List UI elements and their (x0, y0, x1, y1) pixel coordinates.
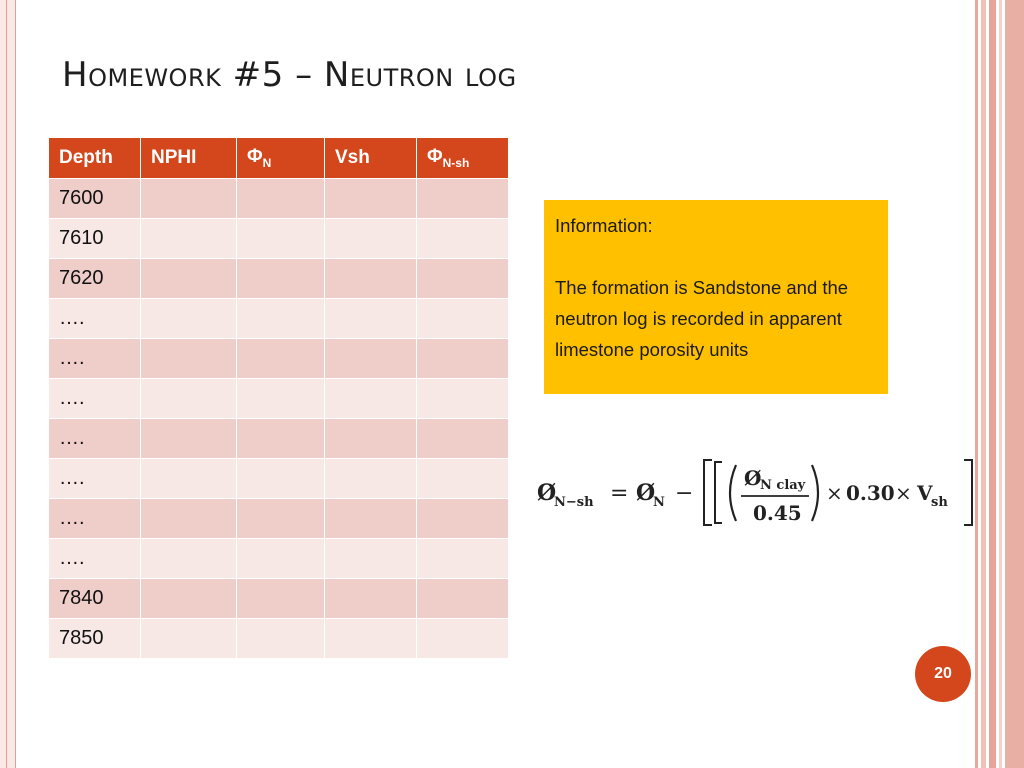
formula-times-2: × (895, 481, 912, 505)
formula-times-1: × (826, 481, 843, 505)
depth-cell: …. (49, 299, 141, 339)
phi-n-cell[interactable] (237, 379, 325, 419)
table-row (49, 379, 509, 419)
fraction-numerator-subscript: N clay (760, 478, 806, 493)
table-row (49, 579, 509, 619)
table-row (49, 339, 509, 379)
formula-phi-n-subscript: N (653, 495, 665, 510)
phi-n-sh-cell[interactable] (417, 299, 509, 339)
nphi-cell[interactable] (141, 259, 237, 299)
information-box (544, 200, 888, 394)
column-header-phi-n-sh: $\Phi_{N-sh}$ (417, 138, 509, 179)
formula-coefficient: 0.30 (846, 481, 895, 505)
inner-bracket-left (715, 462, 722, 523)
column-header-nphi: NPHI (141, 138, 237, 179)
phi-n-sh-cell[interactable] (417, 379, 509, 419)
depth-cell: 7840 (49, 579, 141, 619)
outer-bracket-left (704, 460, 712, 525)
formula-lhs-subscript: N−sh (554, 495, 594, 510)
phi-n-cell[interactable] (237, 419, 325, 459)
paren-right (812, 465, 818, 521)
vsh-cell[interactable] (325, 179, 417, 219)
table-row (49, 259, 509, 299)
formula-phi-n: Ø (636, 480, 656, 506)
vsh-cell[interactable] (325, 299, 417, 339)
nphi-cell[interactable] (141, 459, 237, 499)
vsh-cell[interactable] (325, 419, 417, 459)
depth-cell: …. (49, 379, 141, 419)
nphi-cell[interactable] (141, 579, 237, 619)
formula-minus: − (675, 481, 694, 506)
vsh-cell[interactable] (325, 379, 417, 419)
vsh-cell[interactable] (325, 619, 417, 659)
table-row (49, 299, 509, 339)
information-body: The formation is Sandstone and the neutron log is recorded in apparent limestone porosity units (555, 277, 849, 360)
phi-n-sh-cell[interactable] (417, 179, 509, 219)
neutron-log-table (48, 137, 509, 659)
phi-n-cell[interactable] (237, 619, 325, 659)
table-row (49, 539, 509, 579)
phi-n-cell[interactable] (237, 179, 325, 219)
depth-cell: …. (49, 339, 141, 379)
table-row (49, 619, 509, 659)
right-decorative-stripes (975, 0, 1024, 768)
nphi-cell[interactable] (141, 539, 237, 579)
depth-cell: 7850 (49, 619, 141, 659)
formula-vsh-subscript: sh (931, 495, 948, 510)
phi-n-cell[interactable] (237, 579, 325, 619)
formula-vsh: V (917, 481, 933, 505)
left-decorative-border (0, 0, 16, 768)
table-row (49, 459, 509, 499)
table-header-row (49, 138, 509, 179)
table-row (49, 179, 509, 219)
column-header-phi-n: $\Phi_N$ (237, 138, 325, 179)
information-heading: Information: (555, 215, 653, 236)
nphi-cell[interactable] (141, 379, 237, 419)
vsh-cell[interactable] (325, 539, 417, 579)
fraction-denominator: 0.45 (753, 501, 802, 525)
phi-n-sh-cell[interactable] (417, 579, 509, 619)
depth-cell: 7600 (49, 179, 141, 219)
depth-cell: …. (49, 419, 141, 459)
phi-n-sh-cell[interactable] (417, 419, 509, 459)
nphi-cell[interactable] (141, 419, 237, 459)
table-row (49, 419, 509, 459)
vsh-cell[interactable] (325, 259, 417, 299)
nphi-cell[interactable] (141, 219, 237, 259)
phi-n-cell[interactable] (237, 539, 325, 579)
phi-n-cell[interactable] (237, 259, 325, 299)
nphi-cell[interactable] (141, 299, 237, 339)
phi-n-cell[interactable] (237, 339, 325, 379)
depth-cell: …. (49, 539, 141, 579)
nphi-cell[interactable] (141, 619, 237, 659)
phi-n-sh-cell[interactable] (417, 619, 509, 659)
nphi-cell[interactable] (141, 499, 237, 539)
depth-cell: 7620 (49, 259, 141, 299)
phi-n-sh-cell[interactable] (417, 219, 509, 259)
phi-n-cell[interactable] (237, 299, 325, 339)
nphi-cell[interactable] (141, 179, 237, 219)
paren-left (730, 465, 736, 521)
column-header-vsh: Vsh (325, 138, 417, 179)
vsh-cell[interactable] (325, 219, 417, 259)
depth-cell: 7610 (49, 219, 141, 259)
column-header-depth: Depth (49, 138, 141, 179)
phi-n-sh-cell[interactable] (417, 499, 509, 539)
formula-lhs-phi: Ø (537, 480, 557, 506)
depth-cell: …. (49, 459, 141, 499)
phi-n-sh-cell[interactable] (417, 459, 509, 499)
phi-n-sh-cell[interactable] (417, 339, 509, 379)
phi-n-cell[interactable] (237, 219, 325, 259)
vsh-cell[interactable] (325, 459, 417, 499)
vsh-cell[interactable] (325, 499, 417, 539)
vsh-cell[interactable] (325, 579, 417, 619)
phi-n-sh-cell[interactable] (417, 539, 509, 579)
phi-n-sh-cell[interactable] (417, 259, 509, 299)
vsh-cell[interactable] (325, 339, 417, 379)
page-number-badge: 20 (915, 646, 971, 702)
page-title: Homework #5 – Neutron log (62, 55, 517, 95)
phi-n-cell[interactable] (237, 459, 325, 499)
formula-equals: = (610, 481, 629, 506)
phi-n-cell[interactable] (237, 499, 325, 539)
table-row (49, 219, 509, 259)
nphi-cell[interactable] (141, 339, 237, 379)
neutron-shale-correction-formula (534, 455, 976, 530)
depth-cell: …. (49, 499, 141, 539)
table-row (49, 499, 509, 539)
outer-bracket-right (964, 460, 972, 525)
fraction-numerator-phi: Ø (744, 466, 762, 490)
